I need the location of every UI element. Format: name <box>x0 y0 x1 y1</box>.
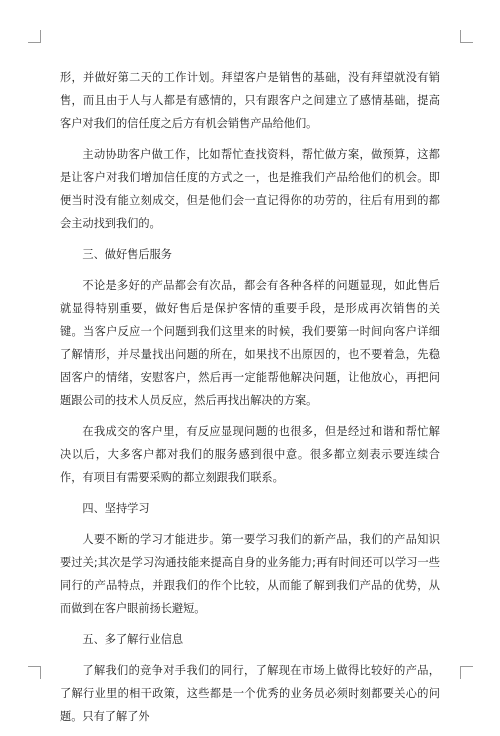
crop-mark-top-left <box>28 30 41 43</box>
paragraph-1: 形，并做好第二天的工作计划。拜望客户是销售的基础，没有拜望就没有销售，而且由于人与人都是有感情的，只有跟客户之间建立了感情基础，提高客户对我们的信任度之后方有机会销售产品给他们。 <box>60 71 440 130</box>
paragraph-2: 主动协助客户做工作，比如帮忙查找资料，帮忙做方案，做预算，这都是让客户对我们增加信任度的方式之一，也是推我们产品给他们的机会。即便当时没有能立刻成交，但是他们会一直记得你的功劳的，往后有用到的都会主动找到我们的。 <box>60 148 440 230</box>
document-body <box>60 66 440 736</box>
section-heading-5: 五、多了解行业信息 <box>82 633 184 646</box>
crop-mark-top-right <box>460 30 473 43</box>
section-heading-3: 三、做好售后服务 <box>82 248 172 261</box>
paragraph-6: 了解我们的竞争对手我们的同行，了解现在市场上做得比较好的产品，了解行业里的相干政策，这些都是一个优秀的业务员必须时刻都要关心的问题。只有了解了外 <box>60 664 440 723</box>
paragraph-3: 不论是多好的产品都会有次品，都会有各种各样的问题显现，如此售后就显得特别重要，做好售后是保护客情的重要手段，是形成再次销售的关键。当客户反应一个问题到我们这里来的时候，我们要第一时间向客户详细了解情形，并尽量找出问题的所在，如果找不出原因的，也不要着急，先稳固客户的情绪，安慰客户，然后再一定能帮他解决问题，让他放心，再把问题跟公司的技术人员反应，然后再找出解决的方案。 <box>60 279 440 407</box>
paragraph-4: 在我成交的客户里，有反应显现问题的也很多，但是经过和谐和帮忙解决以后，大多客户都对我们的服务感到很中意。很多都立刻表示要连续合作，有项目有需要采购的都立刻跟我们联系。 <box>60 425 440 484</box>
paragraph-5: 人要不断的学习才能进步。第一要学习我们的新产品，我们的产品知识要过关;其次是学习沟通技能来提高自身的业务能力;再有时间还可以学习一些同行的产品特点，并跟我们的作个比较，从而能了解到我们产品的优势，从而做到在客户眼前扬长避短。 <box>60 533 440 615</box>
crop-mark-bottom-left <box>28 666 41 679</box>
section-heading-4: 四、坚持学习 <box>82 502 150 515</box>
crop-mark-bottom-right <box>460 666 473 679</box>
